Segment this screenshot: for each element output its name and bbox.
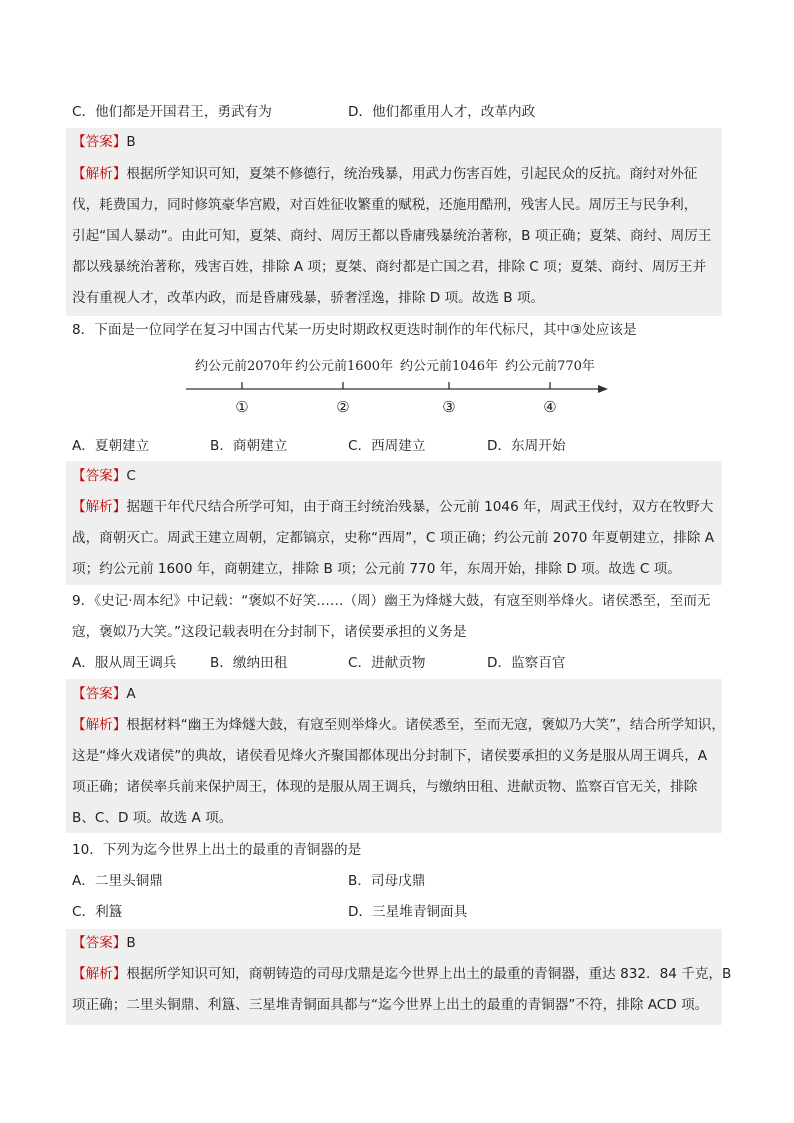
timeline-label-4: 约公元前770年 <box>505 359 595 374</box>
q9-explanation-2: 这是“烽火戏诸侯”的典故，诸侯看见烽火齐聚国都体现出分封制下，诸侯要承担的义务是服从周王调兵，A <box>72 748 708 764</box>
q8-stem: 8．下面是一位同学在复习中国古代某一历史时期政权更迭时制作的年代标尺，其中③处应该是 <box>72 322 637 338</box>
timeline-label-2: 约公元前1600年 <box>294 359 394 374</box>
explanation-text: 根据所学知识可知，夏桀不修德行，统治残暴，用武力伤害百姓，引起民众的反抗。商纣对外征 <box>126 166 698 182</box>
q9-answer <box>72 684 136 704</box>
q9-explanation-1 <box>72 715 725 735</box>
answer-tag: 【答案】 <box>72 686 127 702</box>
q10-option-a: A．二里头铜鼎 <box>72 873 163 889</box>
q7-explanation-3: 引起“国人暴动”。由此可知，夏桀、商纣、周厉王都以昏庸残暴统治著称，B 项正确；夏桀、商纣、周厉王 <box>72 228 712 244</box>
q7-answer <box>72 132 136 152</box>
q7-explanation-4: 都以残暴统治著称，残害百姓，排除 A 项；夏桀、商纣都是亡国之君，排除 C 项；夏桀、商纣、周厉王并 <box>72 259 707 275</box>
q9-option-c: C．进献贡物 <box>348 655 426 671</box>
explanation-tag: 【解析】 <box>72 717 127 733</box>
answer-tag: 【答案】 <box>72 468 127 484</box>
timeline-mark-2: ② <box>336 398 350 416</box>
q8-explanation-2: 战，商朝灭亡。周武王建立周朝，定都镐京，史称“西周”，C 项正确；约公元前 2070 年夏朝建立，排除 A <box>72 530 715 546</box>
q10-explanation-2: 项正确；二里头铜鼎、利簋、三星堆青铜面具都与“迄今世界上出土的最重的青铜器”不符，排除 ACD 项。 <box>72 997 709 1013</box>
explanation-tag: 【解析】 <box>72 966 127 982</box>
timeline-mark-4: ④ <box>543 398 557 416</box>
explanation-text: 根据材料“幽王为烽燧大鼓，有寇至则举烽火。诸侯悉至，至而无寇，褒姒乃大笑”，结合所学知识， <box>126 717 725 733</box>
q7-explanation-1 <box>72 164 697 184</box>
answer-value: A <box>126 686 136 702</box>
q10-option-d: D．三星堆青铜面具 <box>348 904 468 920</box>
explanation-tag: 【解析】 <box>72 166 127 182</box>
q8-option-d: D．东周开始 <box>487 438 566 454</box>
answer-value: B <box>126 935 136 951</box>
q10-answer <box>72 933 136 953</box>
q7-explanation-5: 没有重视人才，改革内政，而是昏庸残暴，骄奢淫逸，排除 D 项。故选 B 项。 <box>72 290 545 306</box>
q8-answer <box>72 466 136 486</box>
answer-value: B <box>126 134 136 150</box>
q10-option-b: B．司母戊鼎 <box>348 873 426 889</box>
q10-explanation-1 <box>72 964 731 984</box>
timeline-arrow-icon <box>598 385 608 393</box>
q8-explanation-1 <box>72 497 713 517</box>
q9-explanation-3: 项正确；诸侯率兵前来保护周王，体现的是服从周王调兵，与缴纳田租、进献贡物、监察百官无关，排除 <box>72 779 698 795</box>
q9-explanation-4: B、C、D 项。故选 A 项。 <box>72 810 233 826</box>
answer-tag: 【答案】 <box>72 134 127 150</box>
q8-option-c: C．西周建立 <box>348 438 426 454</box>
q8-option-a: A．夏朝建立 <box>72 438 150 454</box>
timeline-label-1: 约公元前2070年 <box>194 359 294 374</box>
q9-stem-2: 寇，褒姒乃大笑。”这段记载表明在分封制下，诸侯要承担的义务是 <box>72 624 467 640</box>
timeline-mark-1: ① <box>235 398 249 416</box>
q7-option-d: D．他们都重用人才，改革内政 <box>348 104 536 120</box>
q8-explanation-3: 项；约公元前 1600 年，商朝建立，排除 B 项；公元前 770 年，东周开始，排除 D 项。故选 C 项。 <box>72 561 681 577</box>
answer-tag: 【答案】 <box>72 935 127 951</box>
q7-option-c: C．他们都是开国君王，勇武有为 <box>72 104 272 120</box>
q10-option-c: C．利簋 <box>72 904 123 920</box>
explanation-text: 根据所学知识可知，商朝铸造的司母戊鼎是迄今世界上出土的最重的青铜器，重达 832．84 千克，B <box>126 966 732 982</box>
timeline-label-3: 约公元前1046年 <box>399 359 499 374</box>
q9-option-a: A．服从周王调兵 <box>72 655 177 671</box>
q7-explanation-2: 伐，耗费国力，同时修筑豪华宫殿，对百姓征收繁重的赋税，还施用酷刑，残害人民。周厉王与民争利， <box>72 197 698 213</box>
q10-stem: 10．下列为迄今世界上出土的最重的青铜器的是 <box>72 842 362 858</box>
answer-value: C <box>126 468 136 484</box>
explanation-tag: 【解析】 <box>72 499 127 515</box>
q9-option-d: D．监察百官 <box>487 655 566 671</box>
q9-option-b: B．缴纳田租 <box>210 655 288 671</box>
q8-option-b: B．商朝建立 <box>210 438 288 454</box>
q9-stem-1: 9．《史记·周本纪》中记载：“褒姒不好笑……（周）幽王为烽燧大鼓，有寇至则举烽火。诸侯悉至，至而无 <box>72 593 711 609</box>
explanation-text: 据题干年代尺结合所学可知，由于商王纣统治残暴，公元前 1046 年，周武王伐纣，双方在牧野大 <box>126 499 714 515</box>
timeline-mark-3: ③ <box>442 398 456 416</box>
timeline-ruler <box>186 352 610 416</box>
